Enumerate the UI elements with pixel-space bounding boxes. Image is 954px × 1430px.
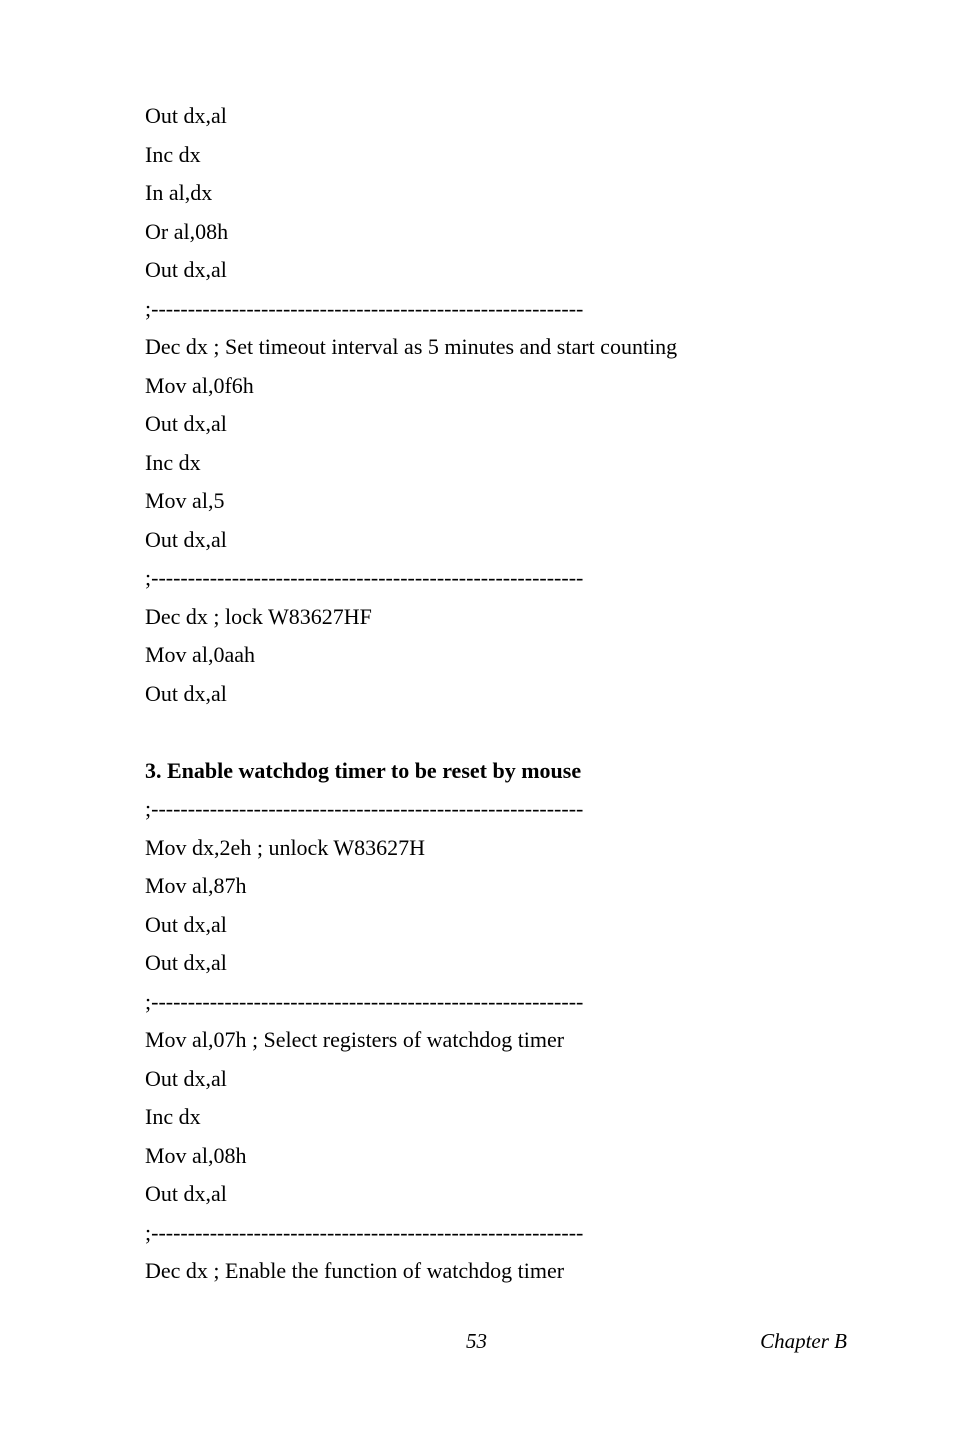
code-line: Or al,08h [145,218,229,244]
code-line: Out dx,al [145,526,227,552]
code-line: Dec dx ; lock W83627HF [145,603,372,629]
code-line: Mov al,07h ; Select registers of watchdog timer [145,1027,565,1052]
code-line: Mov al,0aah [145,642,255,667]
code-line: Out dx,al [145,1065,227,1091]
code-line: Inc dx [145,449,201,475]
code-line: Mov al,5 [145,488,225,513]
code-line: Mov al,87h [145,873,247,898]
code-block-1 [145,97,845,713]
chapter-label: Chapter B [760,1329,847,1353]
page-number: 53 [466,1329,487,1353]
separator-comment: ;----------------------------------------------------------- [145,565,584,590]
code-line: Out dx,al [145,1181,227,1206]
code-line: Out dx,al [145,950,227,975]
code-line: Dec dx ; Set timeout interval as 5 minutes and start counting [145,334,678,359]
code-line: In al,dx [145,180,213,205]
section-heading: 3. Enable watchdog timer to be reset by mouse [145,757,582,783]
code-line: Mov dx,2eh ; unlock W83627H [145,834,426,860]
code-line: Out dx,al [145,680,227,706]
code-line: Mov al,0f6h [145,372,254,398]
blank-line [145,713,845,752]
code-line: Out dx,al [145,411,227,436]
separator-comment: ;----------------------------------------------------------- [145,988,584,1014]
separator-comment: ;----------------------------------------------------------- [145,1219,584,1245]
code-line: Inc dx [145,1104,201,1129]
code-line: Out dx,al [145,103,227,128]
code-line: Mov al,08h [145,1142,247,1168]
code-line: Inc dx [145,141,201,167]
code-listing [145,97,845,1291]
separator-comment: ;----------------------------------------------------------- [145,796,584,821]
code-line: Out dx,al [145,257,227,282]
separator-comment: ;----------------------------------------------------------- [145,295,584,321]
code-line: Dec dx ; Enable the function of watchdog timer [145,1258,565,1283]
code-line: Out dx,al [145,911,227,937]
code-block-2 [145,790,845,1291]
